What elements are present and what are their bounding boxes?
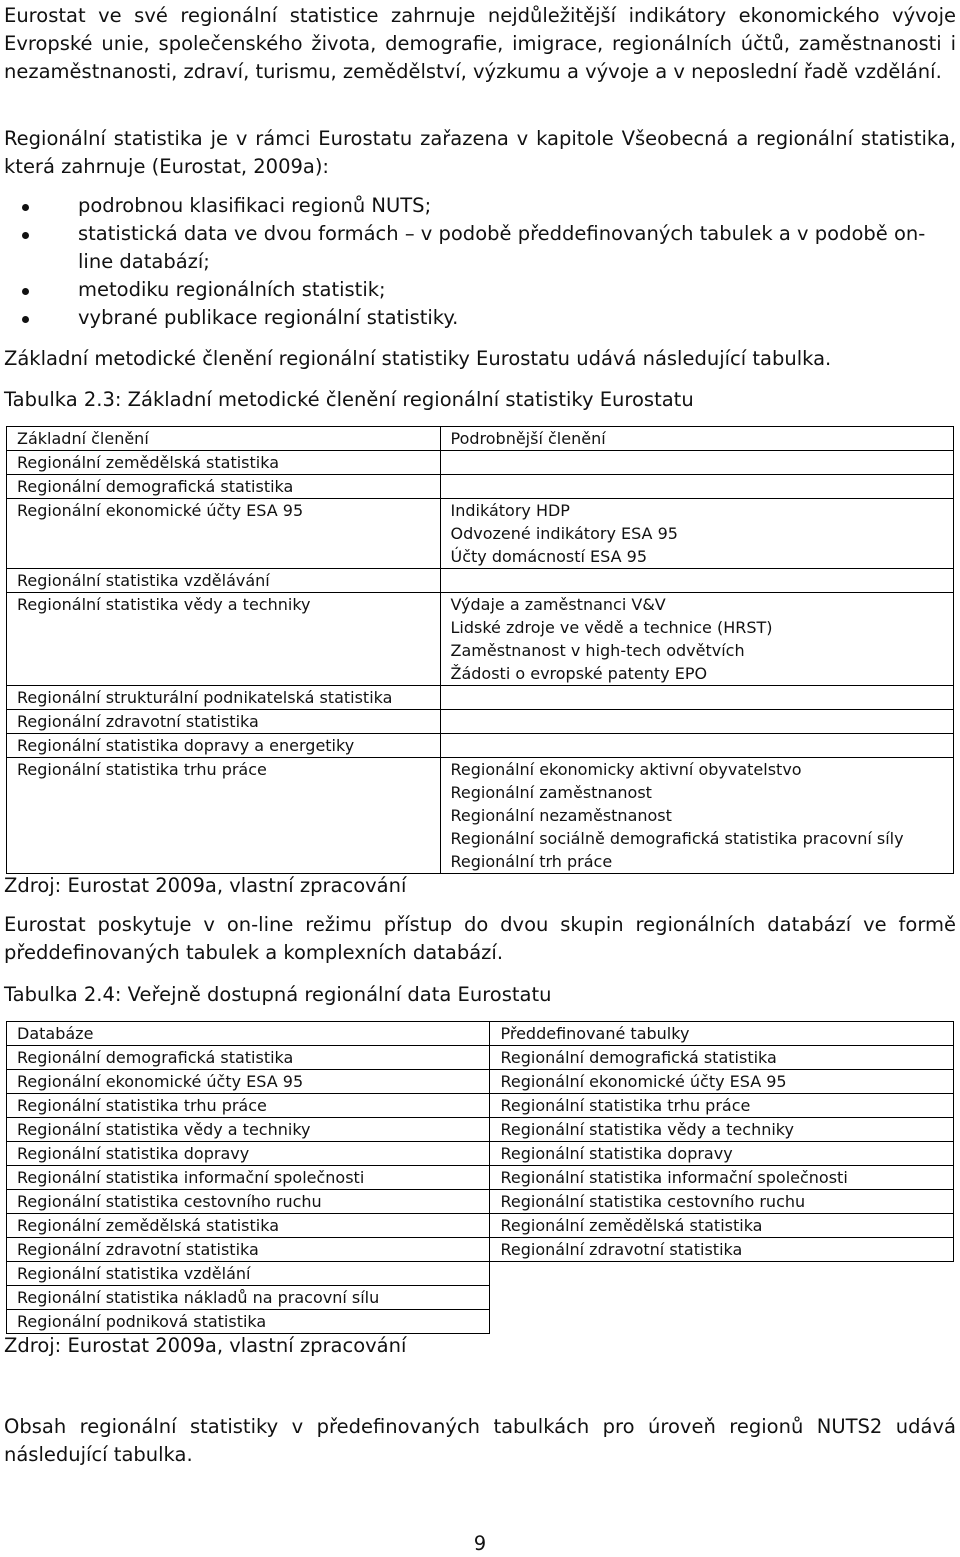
table-row — [7, 451, 954, 475]
header-cell: Podrobnější členění — [440, 427, 954, 451]
detail-category-cell: Regionální sociálně demografická statistika pracovní síly — [440, 827, 954, 850]
detail-category-cell: Regionální zaměstnanost — [440, 781, 954, 804]
bullet-item: podrobnou klasifikaci regionů NUTS; — [4, 192, 956, 220]
detail-category-cell: Účty domácností ESA 95 — [440, 545, 954, 569]
detail-category-cell — [440, 686, 954, 710]
table-row — [7, 710, 954, 734]
page-number: 9 — [473, 1532, 487, 1555]
bullet-icon — [22, 204, 29, 211]
header-cell: Základní členění — [7, 427, 441, 451]
table-intro-paragraph: Základní metodické členění regionální statistiky Eurostatu udává následující tabulka. — [4, 347, 832, 370]
table-row — [7, 569, 954, 593]
intro-paragraph: Eurostat ve své regionální statistice zahrnuje nejdůležitější indikátory ekonomického vývoje Evropské unie, společenského života, demografie, imigrace, regionálních účtů, zaměstnanosti i nezaměstnanosti, zdraví, turismu, zemědělství, výzkumu a vývoje a v neposlední řadě vzdělání. — [4, 4, 956, 83]
table-row — [7, 1094, 954, 1118]
detail-category-cell — [440, 569, 954, 593]
database-cell: Regionální statistika vzdělání — [7, 1262, 490, 1286]
table2-caption: Tabulka 2.4: Veřejně dostupná regionální data Eurostatu — [4, 983, 552, 1006]
basic-category-cell: Regionální statistika vědy a techniky — [7, 593, 441, 686]
predefined-table-cell — [490, 1262, 954, 1286]
table1-source: Zdroj: Eurostat 2009a, vlastní zpracování — [4, 874, 407, 897]
predefined-table-cell: Regionální demografická statistika — [490, 1046, 954, 1070]
database-cell: Regionální podniková statistika — [7, 1310, 490, 1334]
table-row — [7, 1142, 954, 1166]
table-row — [7, 1166, 954, 1190]
table-row — [7, 1286, 954, 1310]
detail-category-cell: Odvozené indikátory ESA 95 — [440, 522, 954, 545]
bullet-icon — [22, 288, 29, 295]
detail-category-cell: Regionální ekonomicky aktivní obyvatelstvo — [440, 758, 954, 782]
bullet-item: vybrané publikace regionální statistiky. — [4, 304, 956, 332]
basic-category-cell: Regionální zdravotní statistika — [7, 710, 441, 734]
table-row — [7, 1262, 954, 1286]
table-row — [7, 686, 954, 710]
detail-category-cell: Regionální trh práce — [440, 850, 954, 874]
table2-source: Zdroj: Eurostat 2009a, vlastní zpracování — [4, 1334, 407, 1357]
predefined-table-cell: Regionální ekonomické účty ESA 95 — [490, 1070, 954, 1094]
database-cell: Regionální statistika informační společnosti — [7, 1166, 490, 1190]
bullet-item: statistická data ve dvou formách – v podobě předdefinovaných tabulek a v podobě on-line databází; — [4, 220, 956, 276]
table-row — [7, 1190, 954, 1214]
database-cell: Regionální ekonomické účty ESA 95 — [7, 1070, 490, 1094]
table-row — [7, 1046, 954, 1070]
database-cell: Regionální statistika dopravy — [7, 1142, 490, 1166]
database-cell: Regionální statistika trhu práce — [7, 1094, 490, 1118]
table-row — [7, 1070, 954, 1094]
database-cell: Regionální zdravotní statistika — [7, 1238, 490, 1262]
detail-category-cell: Lidské zdroje ve vědě a technice (HRST) — [440, 616, 954, 639]
public-data-table — [6, 1021, 954, 1334]
header-cell: Předdefinované tabulky — [490, 1022, 954, 1046]
chapter-paragraph: Regionální statistika je v rámci Eurostatu zařazena v kapitole Všeobecná a regionální statistika, která zahrnuje (Eurostat, 2009a): — [4, 127, 956, 178]
detail-category-cell — [440, 710, 954, 734]
basic-category-cell: Regionální statistika trhu práce — [7, 758, 441, 874]
predefined-table-cell: Regionální statistika informační společnosti — [490, 1166, 954, 1190]
detail-category-cell — [440, 451, 954, 475]
predefined-table-cell: Regionální statistika trhu práce — [490, 1094, 954, 1118]
basic-category-cell: Regionální demografická statistika — [7, 475, 441, 499]
predefined-table-cell: Regionální statistika vědy a techniky — [490, 1118, 954, 1142]
detail-category-cell: Regionální nezaměstnanost — [440, 804, 954, 827]
detail-category-cell: Žádosti o evropské patenty EPO — [440, 662, 954, 686]
table-row — [7, 499, 954, 523]
predefined-table-cell — [490, 1310, 954, 1334]
detail-category-cell: Výdaje a zaměstnanci V&V — [440, 593, 954, 617]
table-row — [7, 475, 954, 499]
detail-category-cell: Zaměstnanost v high-tech odvětvích — [440, 639, 954, 662]
basic-category-cell: Regionální statistika vzdělávání — [7, 569, 441, 593]
basic-category-cell: Regionální statistika dopravy a energetiky — [7, 734, 441, 758]
table-row — [7, 1214, 954, 1238]
detail-category-cell: Indikátory HDP — [440, 499, 954, 523]
predefined-table-cell: Regionální zemědělská statistika — [490, 1214, 954, 1238]
table-row — [7, 758, 954, 782]
table-row — [7, 1118, 954, 1142]
table-row — [7, 734, 954, 758]
header-cell: Databáze — [7, 1022, 490, 1046]
bullet-item: metodiku regionálních statistik; — [4, 276, 956, 304]
basic-category-cell: Regionální strukturální podnikatelská statistika — [7, 686, 441, 710]
detail-category-cell — [440, 475, 954, 499]
database-cell: Regionální zemědělská statistika — [7, 1214, 490, 1238]
predefined-table-cell: Regionální statistika dopravy — [490, 1142, 954, 1166]
online-access-paragraph: Eurostat poskytuje v on-line režimu přístup do dvou skupin regionálních databází ve formě předdefinovaných tabulek a komplexních databází. — [4, 913, 956, 964]
table-row — [7, 593, 954, 617]
database-cell: Regionální demografická statistika — [7, 1046, 490, 1070]
predefined-table-cell: Regionální zdravotní statistika — [490, 1238, 954, 1262]
methodology-table — [6, 426, 954, 874]
database-cell: Regionální statistika nákladů na pracovní sílu — [7, 1286, 490, 1310]
closing-paragraph: Obsah regionální statistiky v předefinovaných tabulkách pro úroveň regionů NUTS2 udává následující tabulka. — [4, 1415, 956, 1466]
database-cell: Regionální statistika cestovního ruchu — [7, 1190, 490, 1214]
bullet-icon — [22, 232, 29, 239]
contents-bullet-list — [4, 192, 956, 332]
table-row — [7, 1238, 954, 1262]
table-row — [7, 1310, 954, 1334]
basic-category-cell: Regionální zemědělská statistika — [7, 451, 441, 475]
table-header-row — [7, 1022, 954, 1046]
bullet-icon — [22, 316, 29, 323]
basic-category-cell: Regionální ekonomické účty ESA 95 — [7, 499, 441, 569]
detail-category-cell — [440, 734, 954, 758]
database-cell: Regionální statistika vědy a techniky — [7, 1118, 490, 1142]
predefined-table-cell — [490, 1286, 954, 1310]
table1-caption: Tabulka 2.3: Základní metodické členění regionální statistiky Eurostatu — [4, 388, 694, 411]
predefined-table-cell: Regionální statistika cestovního ruchu — [490, 1190, 954, 1214]
table-header-row — [7, 427, 954, 451]
